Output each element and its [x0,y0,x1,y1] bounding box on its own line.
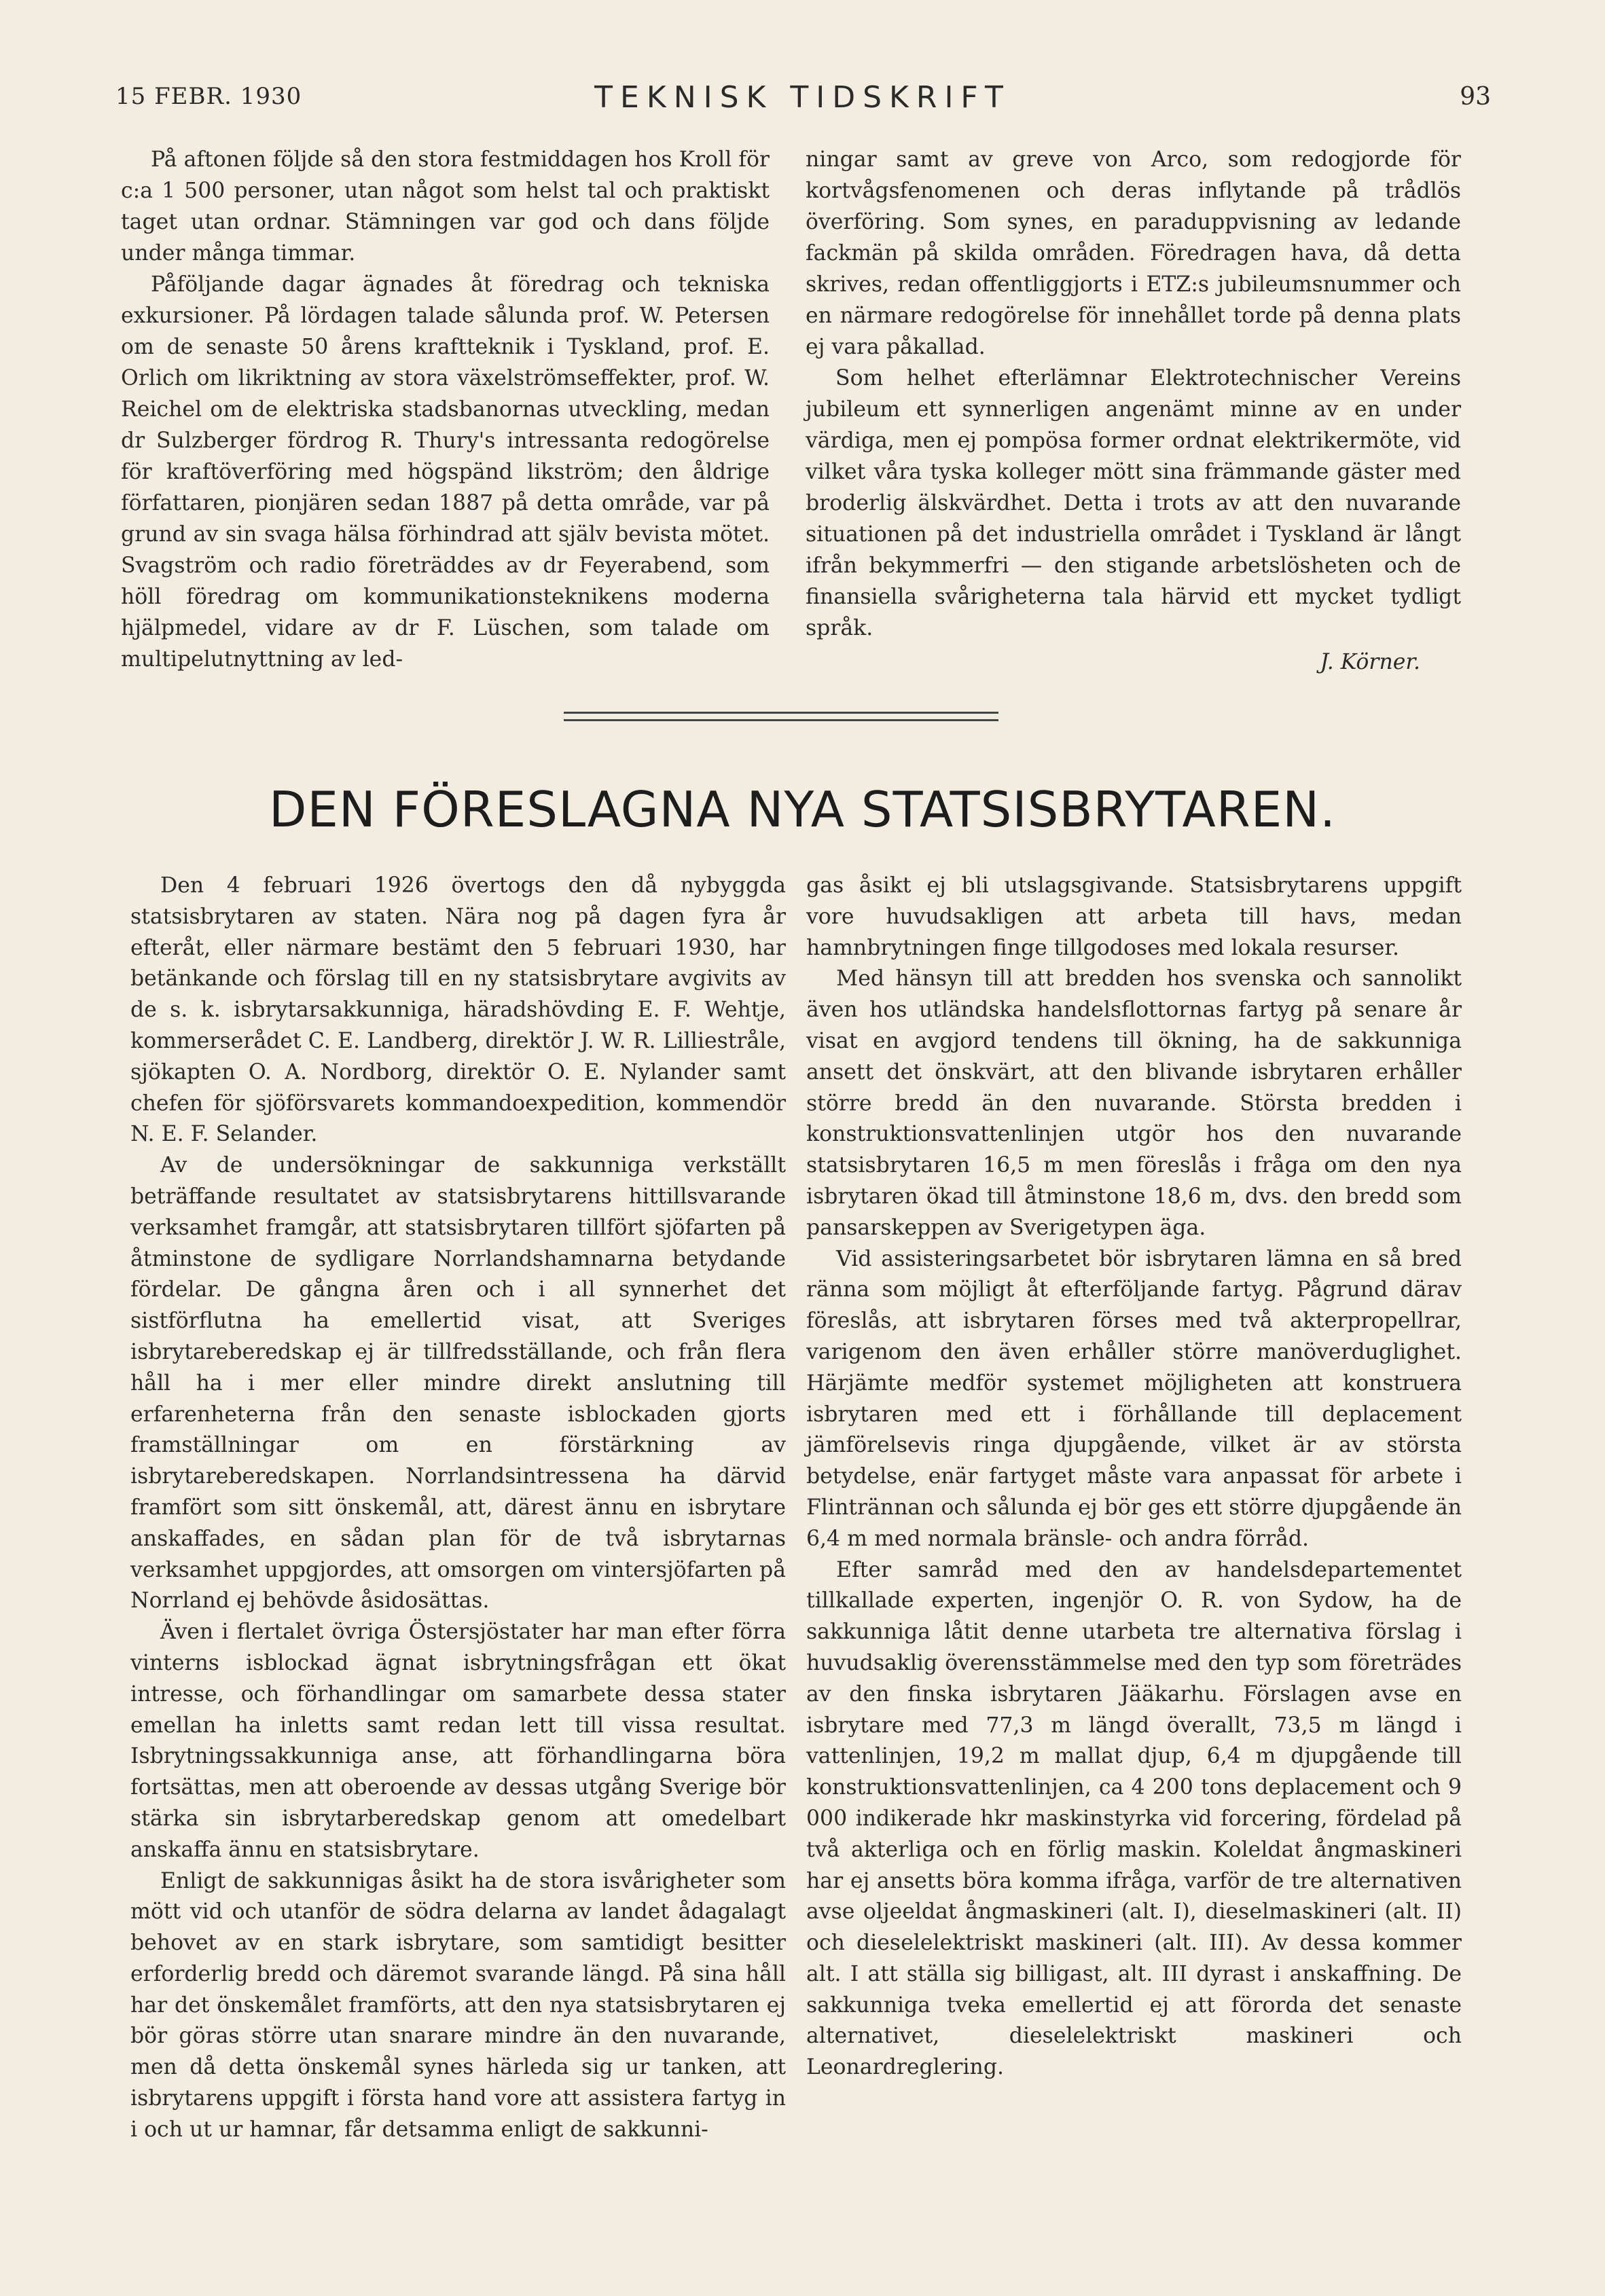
paragraph: Även i flertalet övriga Östersjöstater har man efter förra vinterns isblockad ägnat isbrytningsfrågan ett ökat intresse, och förhandlingar om samarbete dessa stater emellan ha inletts samt redan lett till vissa resultat. Isbrytningssakkunniga anse, att förhandlingarna böra fortsättas, men att oberoende av dessas utgång Sverige bör stärka sin isbrytarberedskap genom att omedelbart anskaffa ännu en statsisbrytare. [130,1620,786,1862]
article-right-column [806,871,1462,2083]
article-left-column [130,871,786,2146]
paragraph: ningar samt av greve von Arco, som redogjorde för kortvågsfenomenen och deras inflytande på trådlös överföring. Som synes, en paraduppvisning av ledande fackmän på skilda områden. Föredragen hava, då detta skrives, redan offentliggjorts i ETZ:s jubileumsnummer och en närmare redogörelse för innehållet torde på denna plats ej vara påkallad. [806,147,1461,359]
paragraph: Den 4 februari 1926 övertogs den då nybyggda statsisbrytaren av staten. Nära nog på dagen fyra år efteråt, eller närmare bestämt den 5 februari 1930, har betänkande och förslag till en ny statsisbrytare avgivits av de s. k. isbrytarsakkunniga, häradshövding E. F. Wehtje, kommerserådet C. E. Landberg, direktör J. W. R. Lilliestråle, sjökapten O. A. Nordborg, direktör O. E. Nylander samt chefen för sjöförsvarets kommandoexpedition, kommendör N. E. F. Selander. [130,873,786,1147]
paragraph: Efter samråd med den av handelsdepartementet tillkallade experten, ingenjör O. R. von Sydow, ha de sakkunniga låtit denne utarbeta tre alternativa förslag i huvudsaklig överensstämmelse med den typ som företrädes av den finska isbrytaren Jääkarhu. Förslagen avse en isbrytare med 77,3 m längd överallt, 73,5 m längd i vattenlinjen, 19,2 m mallat djup, 6,4 m djupgående till konstruktionsvattenlinjen, ca 4 200 tons deplacement och 9 000 indikerade hkr maskinstyrka vid forcering, fördelad på två akterliga och en förlig maskin. Koleldat ångmaskineri har ej ansetts böra komma ifråga, varför de tre alternativen avse oljeeldat ångmaskineri (alt. I), dieselmaskineri (alt. II) och dieselelektriskt maskineri (alt. III). Av dessa kommer alt. I att ställa sig billigast, alt. III dyrast i anskaffning. De sakkunniga tveka emellertid ej att förorda det senaste alternativet, dieselelektriskt maskineri och Leonardreglering. [806,1557,1462,2080]
paragraph: gas åsikt ej bli utslagsgivande. Statsisbrytarens uppgift vore huvudsakligen att arbeta till havs, medan hamnbrytningen finge tillgodoses med lokala resurser. [806,873,1462,960]
paragraph: På aftonen följde så den stora festmiddagen hos Kroll för c:a 1 500 personer, utan något som helst tal och praktiskt taget utan ordnar. Stämningen var god och dans följde under många timmar. [121,147,770,266]
section-divider [564,712,998,721]
journal-title: TEKNISK TIDSKRIFT [594,80,1011,115]
paragraph: Vid assisteringsarbetet bör isbrytaren lämna en så bred ränna som möjligt åt efterföljande fartyg. Pågrund därav föreslås, att isbrytaren förses med två akterpropellrar, varigenom den även erhåller större manöverduglighet. Härjämte medför systemet möjligheten att konstruera isbrytaren med ett i förhållande till deplacement jämförelsevis ringa djupgående, vilket är av största betydelse, enär fartyget måste vara anpassat för arbete i Flintrännan och sålunda ej bör ges ett större djupgående än 6,4 m med normala bränsle- och andra förråd. [806,1246,1462,1551]
previous-article-left-column [121,144,770,675]
article-title: DEN FÖRESLAGNA NYA STATSISBRYTAREN. [268,781,1336,838]
header-date: 15 FEBR. 1930 [115,83,302,110]
author-signature: J. Körner. [1320,650,1420,674]
running-header [0,80,1605,124]
paragraph: Med hänsyn till att bredden hos svenska och sannolikt även hos utländska handelsflottornas fartyg på senare år visat en avgjord tendens till ökning, ha de sakkunniga ansett det önskvärt, att den blivande isbrytaren erhåller större bredd än den nuvarande. Största bredden i konstruktionsvattenlinjen utgör hos den nuvarande statsisbrytaren 16,5 m men föreslås i fråga om den nya isbrytaren ökad till åtminstone 18,6 m, dvs. den bredd som pansarskeppen av Sverigetypen äga. [806,966,1462,1240]
previous-article-right-column [806,144,1461,678]
page-number: 93 [1460,83,1491,111]
paragraph: Som helhet efterlämnar Elektrotechnischer Vereins jubileum ett synnerligen angenämt minne av en under värdiga, men ej pompösa former ordnat elektrikermöte, vid vilket våra tyska kolleger mött sina främmande gäster med broderlig älskvärdhet. Detta i trots av att den nuvarande situationen på det industriella området i Tyskland är långt ifrån bekymmerfri — den stigande arbetslösheten och de finansiella svårigheterna tala härvid ett mycket tydligt språk. [806,366,1461,640]
paragraph: Av de undersökningar de sakkunniga verkställt beträffande resultatet av statsisbrytarens hittillsvarande verksamhet framgår, att statsisbrytaren tillfört sjöfarten på åtminstone de sydligare Norrlandshamnarna betydande fördelar. De gångna åren och i all synnerhet det sistförflutna ha emellertid visat, att Sveriges isbrytareberedskap ej är tillfredsställande, och från flera håll ha i mer eller mindre direkt anslutning till erfarenheterna från den senaste isblockaden gjorts framställningar om en förstärkning av isbrytareberedskapen. Norrlandsintressena ha därvid framfört som sitt önskemål, att, därest ännu en isbrytare anskaffades, en sådan plan för de två isbrytarnas verksamhet uppgjordes, att omsorgen om vintersjöfarten på Norrland ej behövde åsidosättas. [130,1153,786,1614]
paragraph: Påföljande dagar ägnades åt föredrag och tekniska exkursioner. På lördagen talade sålunda prof. W. Petersen om de senaste 50 årens kraftteknik i Tyskland, prof. E. Orlich om likriktning av stora växelströmseffekter, prof. W. Reichel om de elektriska stadsbanornas utveckling, medan dr Sulzberger fördrog R. Thury's intressanta redogörelse för kraftöverföring med högspänd likström; den åldrige författaren, pionjären sedan 1887 på detta område, var på grund av sin svaga hälsa förhindrad att själv bevista mötet. Svagström och radio företräddes av dr Feyerabend, som höll föredrag om kommunikationsteknikens moderna hjälpmedel, vidare av dr F. Lüschen, som talade om multipelutnyttning av led- [121,272,770,672]
paragraph: Enligt de sakkunnigas åsikt ha de stora isvårigheter som mött vid och utanför de södra delarna av landet ådagalagt behovet av en stark isbrytare, som samtidigt besitter erforderlig bredd och däremot svarande längd. På sina håll har det önskemålet framförts, att den nya statsisbrytaren ej bör göras större utan snarare mindre än den nuvarande, men då detta önskemål synes härleda sig ur tanken, att isbrytarens uppgift i första hand vore att assistera fartyg in i och ut ur hamnar, får detsamma enligt de sakkunni- [130,1868,786,2142]
